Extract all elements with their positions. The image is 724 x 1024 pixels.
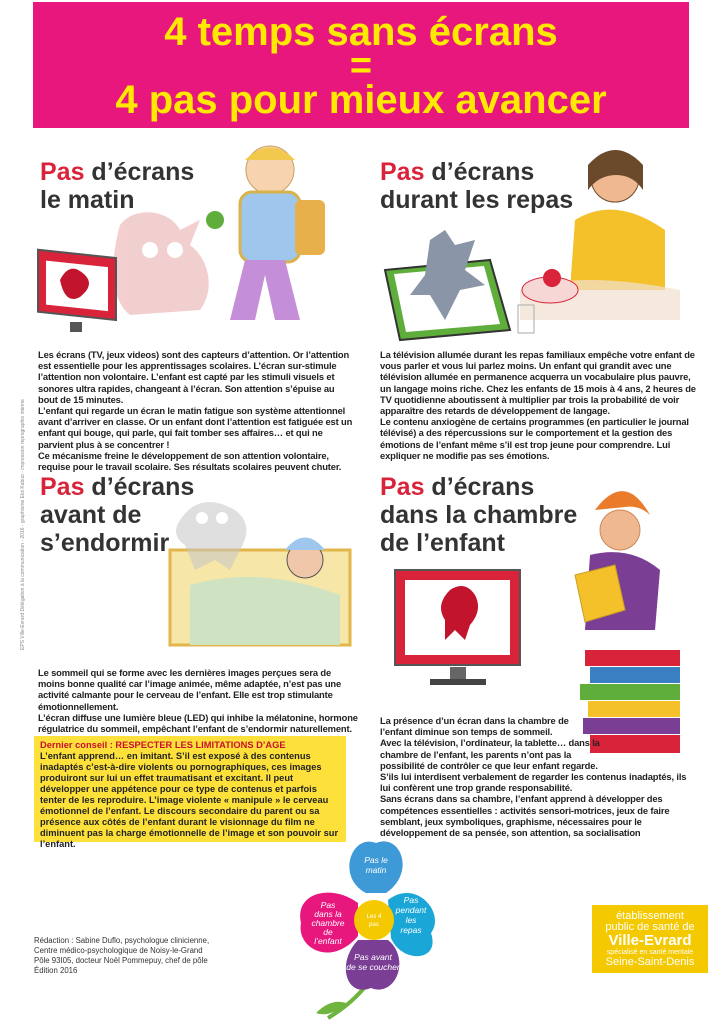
paragraph: Avec la télévision, l’ordinateur, la tablette… dans la chambre de l’enfant, les parents n’ont pas la possibilité de contrôler ce que leur enfant regarde. [380, 737, 600, 771]
heading-line2: avant de [40, 501, 142, 529]
petal-left-line-4: l’enfant [314, 936, 342, 946]
heading-line3: de l’enfant [380, 529, 506, 557]
petal-bottom-line-0: Pas avant [354, 952, 392, 962]
paragraph: La télévision allumée durant les repas familiaux empêche votre enfant de vous parler et vous lui parlez moins. Un enfant qui grandit avec une télévision allumée en permanence acquerra un vocabulaire plus pauvre, un langage moins riche. Chez les enfants de 15 mois à 4 ans, 2 heures de TV quotidienne aboutissent à multiplier par trois la probabilité de voir apparaître des retards de développement de langage. [380, 349, 696, 417]
paragraph: L’enfant qui regarde un écran le matin fatigue son système attentionnel avant d’arriver en classe. Or un enfant dont l’attention est fatiguée est un enfant qui bouge, qui parle, qui fait tomber ses affaires… et qui ne parvient plus à se concentrer ! [38, 405, 353, 450]
heading-rest: d’écrans [424, 473, 535, 501]
last-advice-title: Dernier conseil : RESPECTER LES LIMITATIONS D’AGE [40, 740, 286, 750]
girl-reading-shape [575, 491, 660, 630]
flower-graphic [296, 838, 446, 1023]
petal-top-line-0: Pas le [364, 855, 388, 865]
body-endormir [38, 667, 358, 734]
heading-pas: Pas [40, 473, 85, 501]
paragraph: Sans écrans dans sa chambre, l’enfant apprend à développer des compétences essentielles : activités sensori-motrices, jeux de faire semblant, jeux symboliques, graphisme, nécessaires pour le développement de sa pensée, son attention, sa socialisation [380, 793, 670, 839]
ghost-monster-shape [113, 212, 208, 315]
petal-bottom-line-1: de se coucher [346, 962, 400, 972]
petal-right-line-3: repas [400, 925, 422, 935]
paragraph: Le sommeil qui se forme avec les dernières images perçues sera de moins bonne qualité car l’image animée, même adaptée, n’est pas une activité calmante pour le cerveau de l’enfant. Elle est trop stimulante émotionnellement. [38, 667, 342, 712]
paragraph: Le contenu anxiogène de certains programmes (en particulier le journal télévisé) a des répercussions sur le comportement et la gestion des émotions de l’enfant même s’il est trop jeune pour comprendre. Lui expliquer ne modifie pas ses émotions. [380, 416, 689, 461]
credit-line: Pôle 93I05, docteur Noël Pommepuy, chef de pôle [34, 956, 208, 965]
flower-center-line-0: Les 4 [366, 914, 382, 920]
title-banner [33, 2, 689, 128]
plate-shape [522, 269, 578, 303]
credits [34, 936, 209, 976]
petal-left-line-1: dans la [314, 909, 342, 919]
body-chambre [380, 715, 698, 838]
flower-center-line-1: pas [369, 922, 379, 928]
heading-line3: s’endormir [40, 529, 170, 557]
heading-rest: d’écrans [84, 158, 195, 186]
credit-line: Édition 2016 [34, 966, 78, 975]
illustration-matin [40, 150, 350, 340]
petal-right-line-2: les [405, 915, 417, 925]
petal-left-line-0: Pas [320, 900, 336, 910]
paragraph: L’écran diffuse une lumière bleue (LED) qui inhibe la mélatonine, hormone régulatrice du sommeil, empêchant l’enfant de s’endormir naturellement. [38, 711, 358, 735]
vertical-credit-note: EPS Ville-Evrard Délégation à la communication - 2016 - graphisme Eloi Kabuo - impression reprographie interne [20, 399, 26, 650]
last-advice-box [34, 736, 346, 849]
child-in-bed-shape [285, 538, 325, 579]
paragraph: S’ils lui interdisent verbalement de regarder les contenus inadaptés, ils lui confèrent une trop grande responsabilité. [380, 771, 687, 794]
heading-pas: Pas [40, 158, 85, 186]
heading-line2: durant les repas [380, 186, 574, 214]
tablet-shape [385, 230, 510, 340]
logo-line: établissement [616, 910, 684, 922]
paragraph: Les écrans (TV, jeux videos) sont des capteurs d’attention. Or l’attention est essentielle pour les apprentissages scolaires. L’écran sur-stimule l’attention non volontaire. L’enfant est capté par les stimuli visuels et sonores ultra rapides, changeant à l’écran. Son attention s’épuise au bout de 15 minutes. [38, 349, 350, 405]
logo-line: spécialisé en santé mentale [606, 949, 694, 956]
logo-line: public de santé de [605, 921, 695, 933]
title-line-2: 4 pas pour mieux avancer [115, 78, 607, 122]
boy-shape [206, 146, 325, 320]
last-advice-text: L’enfant apprend… en imitant. S’il est exposé à des contenus inadaptés c’est-à-dire violents ou pornographiques, ces images produiront sur lui un effet traumatisant et excitant. Il peut développer une appétence pour ce type de contenus et parfois tenter de les reproduire. L’image violente « manipule » le cerveau émotionnel de l’enfant. Le discours secondaire du parent ou sa présence aux côtés de l’enfant durant le visionnage du film ne diminuent pas la charge émotionnelle de l’image et son pouvoir sur l’enfant. [40, 751, 339, 849]
petal-left-line-3: de [323, 927, 333, 937]
credit-line: Rédaction : Sabine Duflo, psychologue clinicienne, [34, 936, 210, 945]
body-matin [38, 349, 356, 472]
heading-rest: d’écrans [424, 158, 535, 186]
heading-line2: le matin [40, 186, 135, 214]
petal-top-line-1: matin [365, 865, 387, 875]
tv-screen-shape [38, 250, 116, 332]
petal-right-line-1: pendant [395, 905, 427, 915]
flower-center [354, 900, 394, 940]
logo-line: Seine-Saint-Denis [605, 956, 695, 968]
logo-name: Ville-Evrard [608, 932, 692, 949]
monitor-shape [395, 570, 520, 685]
heading-rest: d’écrans [84, 473, 195, 501]
petal-left-line-2: chambre [311, 918, 345, 928]
heading-line2: dans la chambre [380, 501, 578, 529]
credit-line: Centre médico-psychologique de Noisy-le-Grand [34, 946, 203, 955]
illustration-endormir [140, 490, 360, 660]
heading-pas: Pas [380, 473, 425, 501]
petal-right-line-0: Pas [403, 895, 419, 905]
body-repas [380, 349, 696, 461]
illustration-repas [380, 150, 690, 340]
heading-pas: Pas [380, 158, 425, 186]
title-line-1: 4 temps sans écrans [164, 10, 558, 54]
paragraph: Ce mécanisme freine le développement de son attention volontaire, requise pour le travail scolaire. Ses résultats scolaires peuvent chuter. [38, 449, 342, 473]
paragraph: La présence d’un écran dans la chambre de l’enfant diminue son temps de sommeil. [380, 715, 569, 738]
ville-evrard-logo [592, 905, 708, 973]
title-equals: = [349, 45, 373, 87]
